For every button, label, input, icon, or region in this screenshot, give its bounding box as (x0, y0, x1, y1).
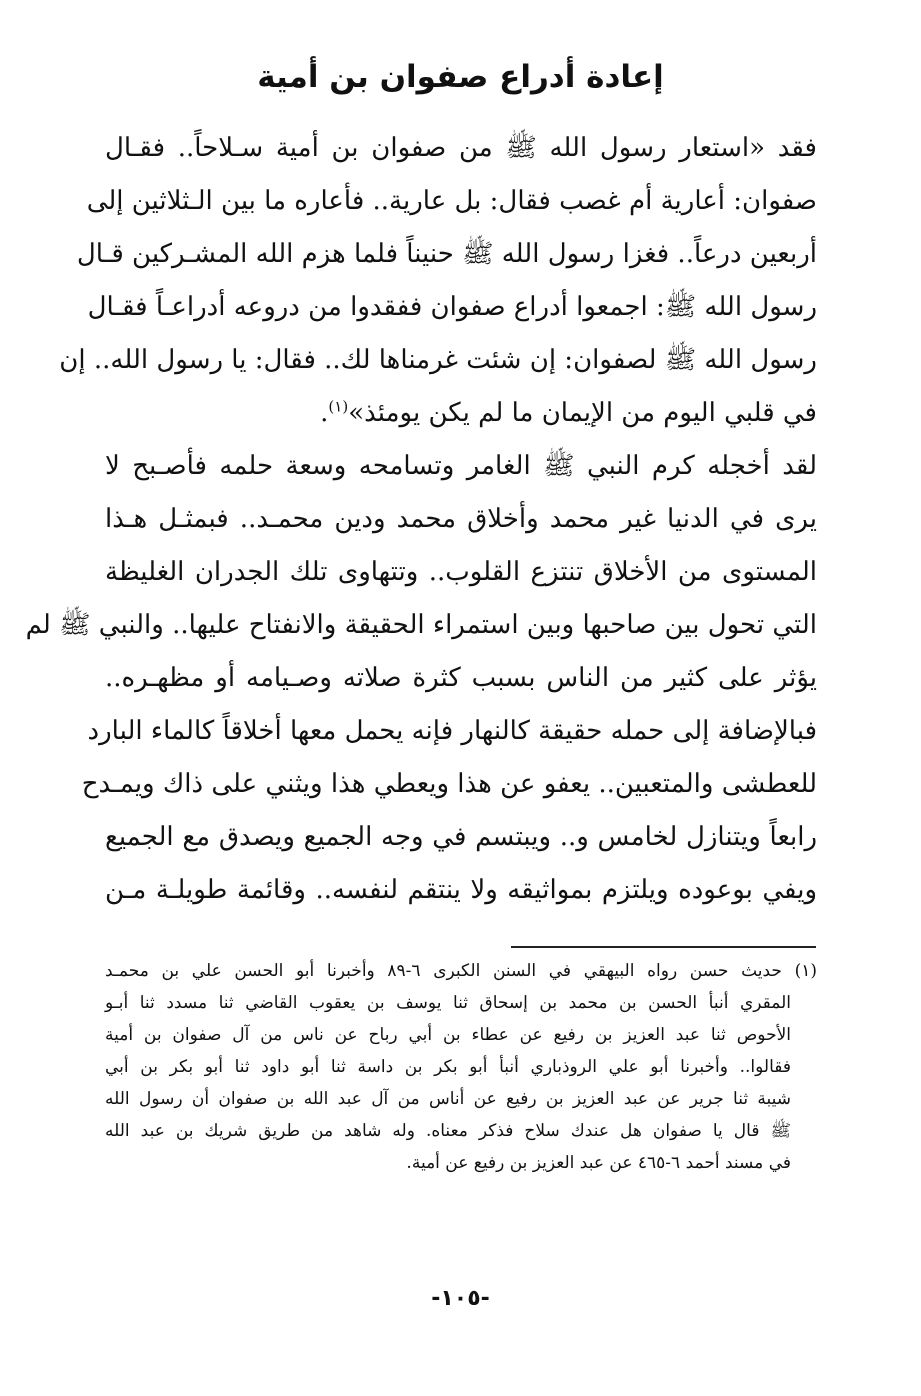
paragraph-line-text: في قلبي اليوم من الإيمان ما لم يكن يومئذ» (348, 398, 817, 428)
paragraph-line: المستوى من الأخلاق تنتزع القلوب.. وتتهاوى تلك الجدران الغليظة (105, 557, 817, 587)
end-punctuation: . (320, 398, 329, 428)
paragraph-line: فبالإضافة إلى حمله حقيقة كالنهار فإنه يحمل معها أخلاقاً كالماء البارد (87, 716, 817, 746)
paragraph-1 (59, 122, 817, 440)
footnotes (105, 955, 817, 1179)
paragraph-line: ويفي بوعوده ويلتزم بمواثيقه ولا ينتقم لنفسه.. وقائمة طويلـة مـن (105, 875, 817, 905)
paragraph-line: التي تحول بين صاحبها وبين استمراء الحقيقة والانفتاح عليها.. والنبي ﷺ لم (25, 610, 817, 640)
paragraph-last-line (105, 387, 817, 440)
paragraph-line: يؤثر على كثير من الناس بسبب كثرة صلاته وصـيامه أو مظهـره.. (105, 663, 817, 693)
footnote-separator (511, 946, 816, 948)
page-title: إعادة أدراع صفوان بن أمية (257, 59, 664, 95)
footnote-line: في مسند أحمد ٦-٤٦٥ عن عبد العزيز بن رفيع عن أمية. (406, 1153, 791, 1173)
paragraph-line: رابعاً ويتنازل لخامس و.. ويبتسم في وجه الجميع ويصدق مع الجميع (105, 822, 817, 852)
footnote-line: ﷺ قال يا صفوان هل عندك سلاح فذكر معناه. وله شاهد من طريق شريك بن عبد الله (105, 1121, 791, 1141)
paragraph-2 (25, 440, 817, 917)
footnote-line: المقري أنبأ الحسن بن محمد بن إسحاق ثنا يوسف بن يعقوب القاضي ثنا مسدد ثنا أبـو (105, 993, 791, 1013)
footnote-line: (١) حديث حسن رواه البيهقي في السنن الكبرى ٦-٨٩ وأخبرنا أبو الحسن علي بن محمـد (105, 961, 817, 981)
paragraph-line: رسول الله ﷺ لصفوان: إن شئت غرمناها لك.. فقال: يا رسول الله.. إن (59, 345, 817, 375)
footnote-line: شيبة ثنا جرير عن عبد العزيز بن رفيع عن أناس من آل عبد الله بن صفوان أن رسول الله (105, 1089, 791, 1109)
paragraph-line: لقد أخجله كرم النبي ﷺ الغامر وتسامحه وسعة حلمه فأصـبح لا (105, 451, 817, 481)
footnote-reference[interactable]: (١) (328, 397, 349, 416)
footnote-line: الأحوص ثنا عبد العزيز بن رفيع عن عطاء بن أبي رباح عن ناس من آل صفوان بن أمية (105, 1025, 791, 1045)
page-number: -١٠٥- (431, 1286, 490, 1311)
paragraph-line: فقد «استعار رسول الله ﷺ من صفوان بن أمية سـلاحاً.. فقـال (105, 133, 817, 163)
footnote-line: فقالوا.. وأخبرنا أبو علي الروذباري أنبأ أبو بكر بن داسة ثنا أبو داود ثنا أبو بكر بن أبي (105, 1057, 791, 1077)
paragraph-line: للعطشى والمتعبين.. يعفو عن هذا ويعطي هذا ويثني على ذاك ويمـدح (81, 769, 817, 799)
paragraph-line: أربعين درعاً.. فغزا رسول الله ﷺ حنيناً فلما هزم الله المشـركين قـال (76, 239, 817, 269)
paragraph-line: صفوان: أعارية أم غصب فقال: بل عارية.. فأعاره ما بين الـثلاثين إلى (86, 186, 817, 216)
paragraph-line: رسول الله ﷺ: اجمعوا أدراع صفوان ففقدوا من دروعه أدراعـاً فقـال (87, 292, 817, 322)
paragraph-line: يرى في الدنيا غير محمد وأخلاق محمد ودين محمـد.. فبمثـل هـذا (105, 504, 817, 534)
